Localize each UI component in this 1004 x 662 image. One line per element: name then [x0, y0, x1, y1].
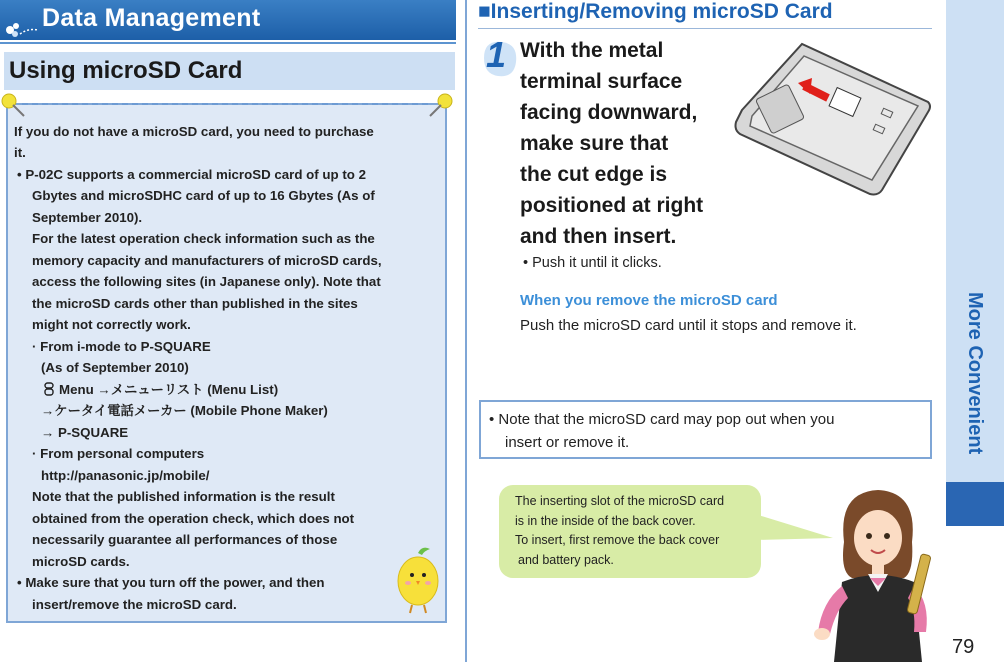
remove-text: Push the microSD card until it stops and remove it. [520, 317, 857, 334]
step-line: positioned at right [520, 194, 704, 217]
step-line: make sure that [520, 132, 669, 155]
section-heading: ■Inserting/Removing microSD Card [478, 0, 833, 23]
remove-heading: When you remove the microSD card [520, 292, 778, 309]
pushpin-icon [428, 92, 454, 118]
step-instruction [520, 35, 703, 252]
note-text [489, 408, 834, 454]
pushpin-icon [0, 92, 26, 118]
note-line: Menu →メニューリスト (Menu List) [59, 382, 279, 397]
heading-underline [478, 28, 932, 29]
note-line: access the following sites (in Japanese only). Note that [32, 274, 381, 289]
note-line: September 2010). [32, 210, 143, 225]
note-line: If you do not have a microSD card, you need to purchase [14, 124, 374, 139]
header-divider [0, 42, 456, 44]
phone-microsd-illustration [732, 40, 934, 200]
note-line: http://panasonic.jp/mobile/ [41, 468, 210, 483]
note-line: • Note that the microSD card may pop out when you [489, 411, 835, 428]
note-line: microSD cards. [32, 554, 130, 569]
step-line: and then insert. [520, 225, 677, 248]
note-line: · From personal computers [32, 446, 205, 461]
bubble-line: and battery pack. [518, 552, 614, 567]
note-line: →ケータイ電話メーカー (Mobile Phone Maker) [41, 403, 328, 418]
step-line: facing downward, [520, 101, 698, 124]
note-line: might not correctly work. [32, 317, 191, 332]
bubble-text [515, 492, 724, 570]
bubble-line: The inserting slot of the microSD card [515, 494, 725, 508]
step-number: 1 [486, 34, 507, 75]
note-line: → P-SQUARE [41, 425, 129, 440]
section-title: Data Management [42, 4, 261, 32]
page-number: 79 [952, 636, 975, 658]
note-line: For the latest operation check information such as the [32, 231, 375, 246]
push-hint: • Push it until it clicks. [523, 255, 662, 271]
note-line: (As of September 2010) [41, 360, 189, 375]
chapter-tab-label: More Convenient [964, 292, 986, 455]
subsection-title: Using microSD Card [9, 57, 243, 84]
note-line: insert/remove the microSD card. [32, 597, 237, 612]
note-line: necessarily guarantee all performances of those [32, 532, 338, 547]
bubble-line: is in the inside of the back cover. [515, 513, 696, 528]
menu-key-icon [43, 382, 55, 396]
chapter-tab-marker [946, 482, 1004, 526]
note-line: Gbytes and microSDHC card of up to 16 Gbytes (As of [32, 188, 375, 203]
note-line: the microSD cards other than published in the sites [32, 296, 358, 311]
note-line: • Make sure that you turn off the power, and then [17, 575, 325, 590]
note-line: memory capacity and manufacturers of microSD cards, [32, 253, 382, 268]
note-box-dashed-top [22, 103, 428, 105]
step-line: With the metal [520, 39, 664, 62]
step-line: the cut edge is [520, 163, 668, 186]
bubble-line: To insert, first remove the back cover [515, 533, 720, 547]
note-line: Note that the published information is the result [32, 489, 335, 504]
note-line: obtained from the operation check, which does not [32, 511, 355, 526]
chick-mascot-illustration [392, 545, 444, 617]
note-line: • P-02C supports a commercial microSD card of up to 2 [17, 167, 366, 182]
guide-character-illustration [808, 482, 944, 662]
step-line: terminal surface [520, 70, 683, 93]
column-divider [465, 0, 467, 662]
note-line: · From i-mode to P-SQUARE [32, 339, 211, 354]
note-line: insert or remove it. [505, 434, 630, 451]
chapter-tab-label-wrap [964, 292, 1004, 472]
flower-icon [4, 20, 40, 40]
note-line: it. [14, 145, 26, 160]
